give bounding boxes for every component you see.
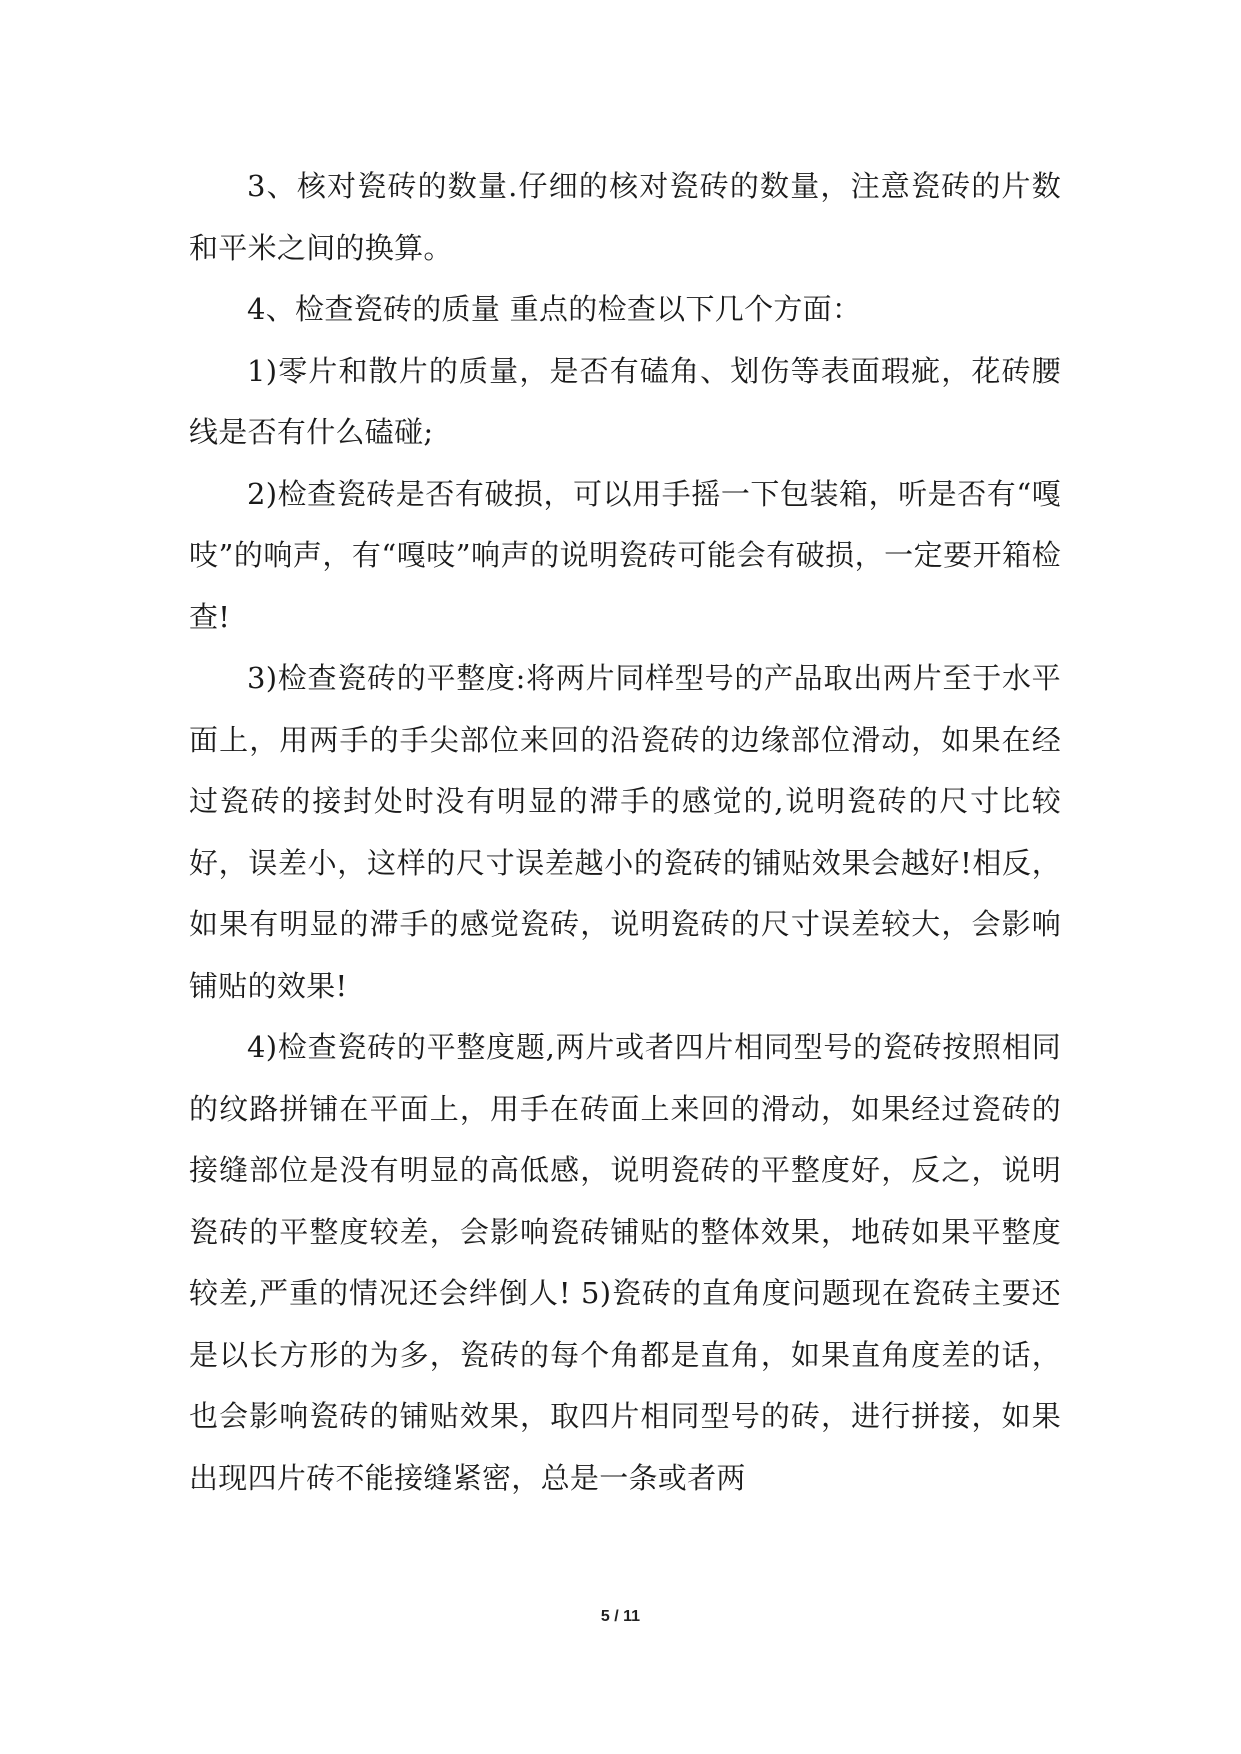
paragraph-flatness-check: 4)检查瓷砖的平整度题,两片或者四片相同型号的瓷砖按照相同的纹路拼铺在平面上，用手在砖面上来回的滑动，如果经过瓷砖的接缝部位是没有明显的高低感，说明瓷砖的平整度好，反之，说明瓷砖的平整度较差，会影响瓷砖铺贴的整体效果，地砖如果平整度较差,严重的情况还会绊倒人! 5)瓷砖的直角度问题现在瓷砖主要还是以长方形的为多，瓷砖的每个角都是直角，如果直角度差的话，也会影响瓷砖的铺贴效果，取四片相同型号的砖，进行拼接，如果出现四片砖不能接缝紧密，总是一条或者两 xyxy=(189,1030,1061,1495)
body-text xyxy=(189,156,1061,1509)
paragraph-quantity-check: 3、核对瓷砖的数量.仔细的核对瓷砖的数量，注意瓷砖的片数和平米之间的换算。 xyxy=(189,169,1061,265)
paragraph-size-accuracy: 3)检查瓷砖的平整度:将两片同样型号的产品取出两片至于水平面上，用两手的手尖部位来回的沿瓷砖的边缘部位滑动，如果在经过瓷砖的接封处时没有明显的滞手的感觉的,说明瓷砖的尺寸比较好，误差小，这样的尺寸误差越小的瓷砖的铺贴效果会越好!相反，如果有明显的滞手的感觉瓷砖，说明瓷砖的尺寸误差较大，会影响铺贴的效果! xyxy=(189,661,1061,1003)
page-number: 5 / 11 xyxy=(600,1608,641,1625)
paragraph-breakage-check: 2)检查瓷砖是否有破损，可以用手摇一下包装箱，听是否有“嘎吱”的响声，有“嘎吱”响声的说明瓷砖可能会有破损，一定要开箱检查! xyxy=(189,476,1061,634)
paragraph-surface-defects: 1)零片和散片的质量，是否有磕角、划伤等表面瑕疵，花砖腰线是否有什么磕碰; xyxy=(189,353,1061,449)
paragraph-quality-check-heading: 4、检查瓷砖的质量 重点的检查以下几个方面： xyxy=(247,292,862,326)
